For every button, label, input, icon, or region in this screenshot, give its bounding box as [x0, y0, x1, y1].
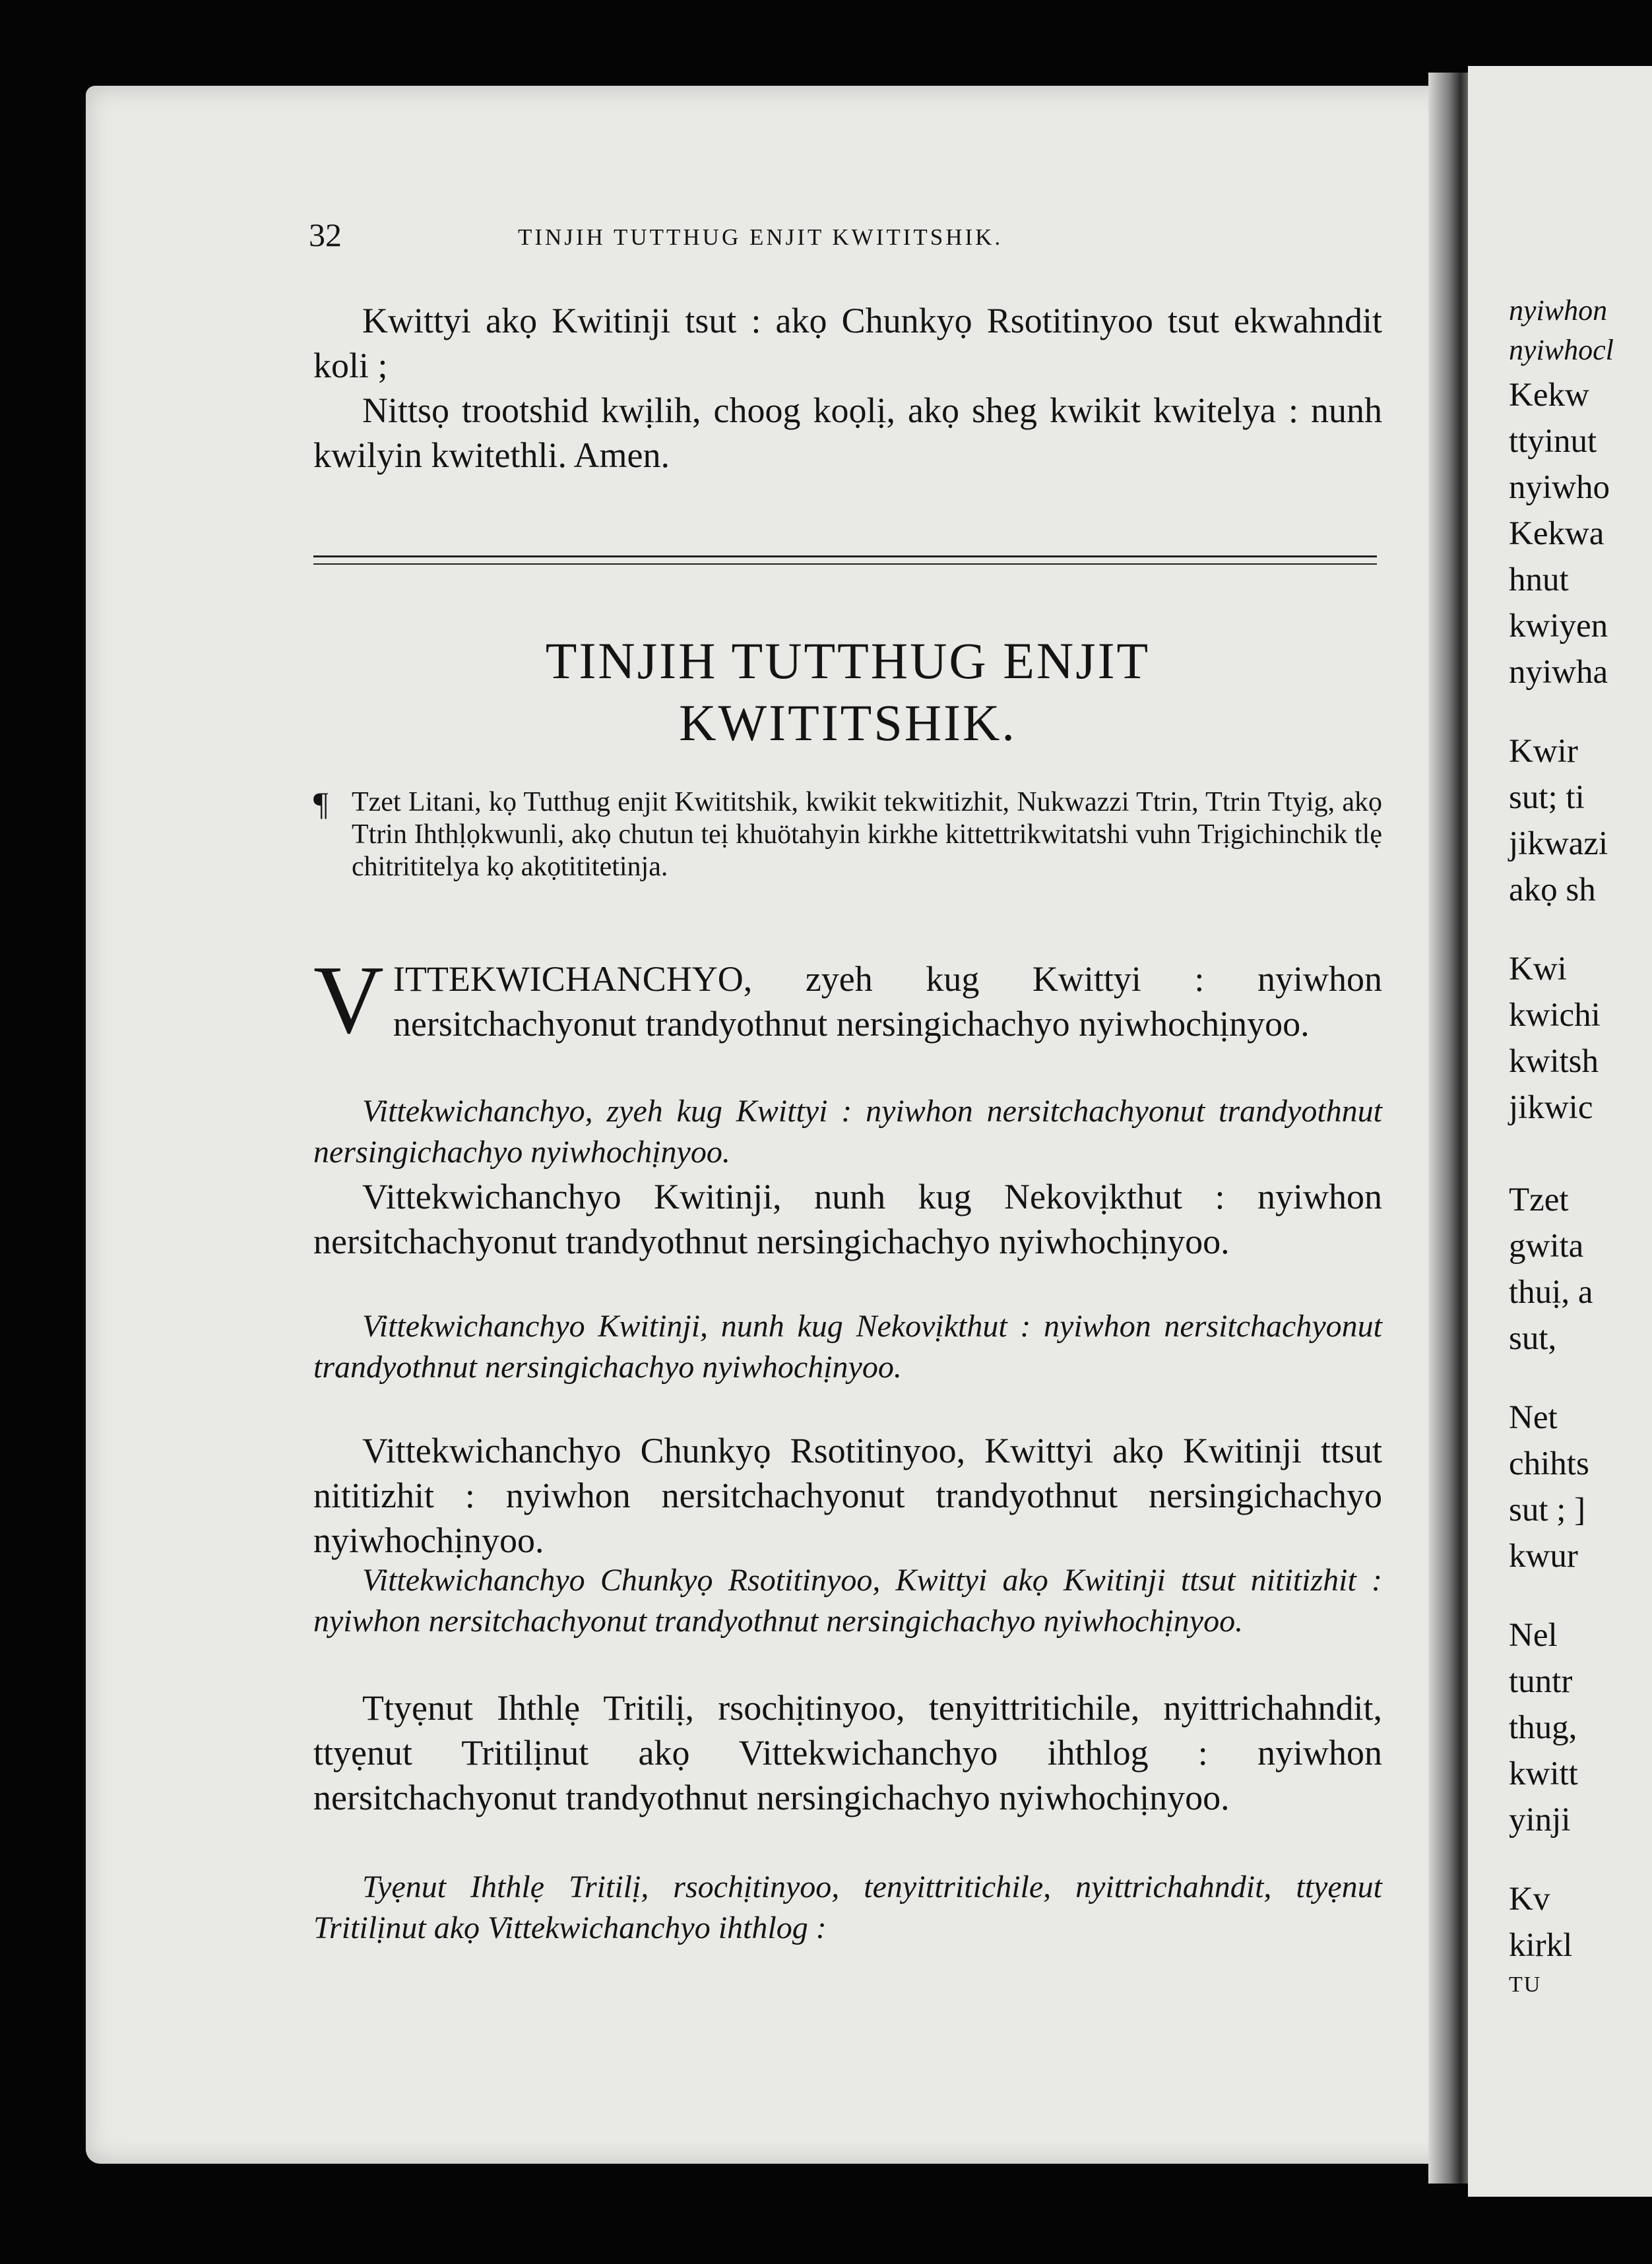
- facing-page-line: nyiwho: [1509, 469, 1610, 506]
- pilcrow-icon: ¶: [313, 785, 329, 822]
- facing-page-line: Net: [1509, 1399, 1558, 1436]
- litany-response-4: Tyẹnut Ihthlẹ Tritilị, rsochịtinyoo, tenyittritichile, nyittrichahndit, ttyẹnut Tritilịnut akọ Vittekwichanchyo ihthlog :: [313, 1870, 1382, 1945]
- litany-petition-3: Vittekwichanchyo Chunkyọ Rsotitinyoo, Kwittyi akọ Kwitinji ttsut nititizhit : nyiwhon nersitchachyonut trandyothnut nersingichachyo nyiwhochịnyoo.: [313, 1431, 1382, 1560]
- facing-page-line: kwitt: [1509, 1755, 1578, 1792]
- facing-page-line: sut,: [1509, 1320, 1557, 1357]
- litany-petition-2: Vittekwichanchyo Kwitinji, nunh kug Nekovịkthut : nyiwhon nersitchachyonut trandyothnut nersingichachyo nyiwhochịnyoo.: [313, 1177, 1382, 1261]
- drop-cap: V: [313, 946, 384, 1054]
- facing-page-line: sut ; ]: [1509, 1492, 1586, 1528]
- divider-rule-thin: [313, 563, 1377, 565]
- facing-page-line: TU: [1509, 1972, 1542, 1997]
- facing-page-line: Kekw: [1509, 377, 1589, 414]
- facing-page-line: thuị, a: [1509, 1274, 1593, 1311]
- facing-page-line: gwita: [1509, 1228, 1584, 1265]
- facing-page-line: tuntr: [1509, 1663, 1573, 1700]
- facing-page-line: hnut: [1509, 561, 1569, 598]
- facing-page-line: Tzet: [1509, 1181, 1569, 1218]
- litany-response-3: Vittekwichanchyo Chunkyọ Rsotitinyoo, Kwittyi akọ Kwitinji ttsut nititizhit : nyiwhon nersitchachyonut trandyothnut nersingichachyo nyiwhochịnyoo.: [313, 1563, 1382, 1639]
- facing-page-line: nyiwhon: [1509, 294, 1608, 327]
- facing-page-line: kirkl: [1509, 1927, 1573, 1964]
- opening-paragraph-2: Nittsọ trootshid kwịlih, choog koọlị, akọ sheg kwikit kwitelya : nunh kwilyin kwitethli. Amen.: [313, 391, 1382, 475]
- running-title: TINJIH TUTTHUG ENJIT KWITITSHIK.: [518, 224, 1003, 250]
- facing-page-line: kwiyen: [1509, 608, 1608, 645]
- section-title-line-1: TINJIH TUTTHUG ENJIT: [545, 632, 1151, 689]
- facing-page: [1468, 66, 1652, 2197]
- facing-page-line: ttyinut: [1509, 423, 1597, 460]
- page-number: 32: [309, 216, 342, 253]
- facing-page-line: nyiwhocl: [1509, 334, 1614, 366]
- divider-rule: [313, 555, 1377, 557]
- litany-petition-4: Ttyẹnut Ihthlẹ Tritilị, rsochịtinyoo, tenyittritichile, nyittrichahndit, ttyẹnut Tritilịnut akọ Vittekwichanchyo ihthlog : nyiwhon nersitchachyonut trandyothnut nersingichachyo nyiwhochịnyoo.: [313, 1688, 1382, 1817]
- litany-opening: [313, 946, 1382, 1054]
- rubric: [313, 786, 1382, 883]
- opening-paragraph-1: Kwittyi akọ Kwitinji tsut : akọ Chunkyọ Rsotitinyoo tsut ekwahndit koli ;: [313, 301, 1382, 385]
- facing-page-line: kwur: [1509, 1538, 1578, 1575]
- facing-page-line: thug,: [1509, 1709, 1577, 1746]
- litany-opening-text: ITTEKWICHANCHYO, zyeh kug Kwittyi : nyiwhon nersitchachyonut trandyothnut nersingichachyo nyiwhochịnyoo.: [393, 959, 1382, 1044]
- facing-page-line: jikwic: [1509, 1089, 1593, 1126]
- litany-response-2: Vittekwichanchyo Kwitinji, nunh kug Nekovịkthut : nyiwhon nersitchachyonut trandyothnut nersingichachyo nyiwhochịnyoo.: [313, 1309, 1382, 1385]
- facing-page-line: Kwi: [1509, 951, 1567, 988]
- facing-page-line: Kv: [1509, 1881, 1550, 1918]
- facing-page-line: sut; ti: [1509, 779, 1585, 816]
- facing-page-line: yinji: [1509, 1802, 1571, 1839]
- facing-page-line: chihts: [1509, 1445, 1589, 1482]
- facing-page-line: nyiwha: [1509, 654, 1608, 691]
- rubric-text: Tzet Litani, kọ Tutthug enjit Kwititshik, kwikit tekwitizhit, Nukwazzi Ttrin, Ttrin Ttyig, akọ Ttrin Ihthḷọkwunli, akọ chutun teị khuötahyin kirkhe kittettrikwitatshi vuhn Trịgichinchik tlẹ chitrititelya kọ akọtititetinja.: [352, 787, 1382, 882]
- facing-page-line: akọ sh: [1509, 871, 1596, 908]
- section-title-line-2: KWITITSHIK.: [679, 694, 1017, 751]
- facing-page-line: Nel: [1509, 1617, 1558, 1654]
- facing-page-line: Kwir: [1509, 733, 1578, 770]
- facing-page-line: kwichi: [1509, 997, 1601, 1034]
- facing-page-line: kwitsh: [1509, 1043, 1599, 1080]
- litany-response-1: Vittekwichanchyo, zyeh kug Kwittyi : nyiwhon nersitchachyonut trandyothnut nersingichachyo nyiwhochịnyoo.: [313, 1094, 1382, 1170]
- section-title: [313, 630, 1382, 754]
- facing-page-line: Kekwa: [1509, 515, 1604, 552]
- facing-page-line: jikwazi: [1509, 825, 1608, 862]
